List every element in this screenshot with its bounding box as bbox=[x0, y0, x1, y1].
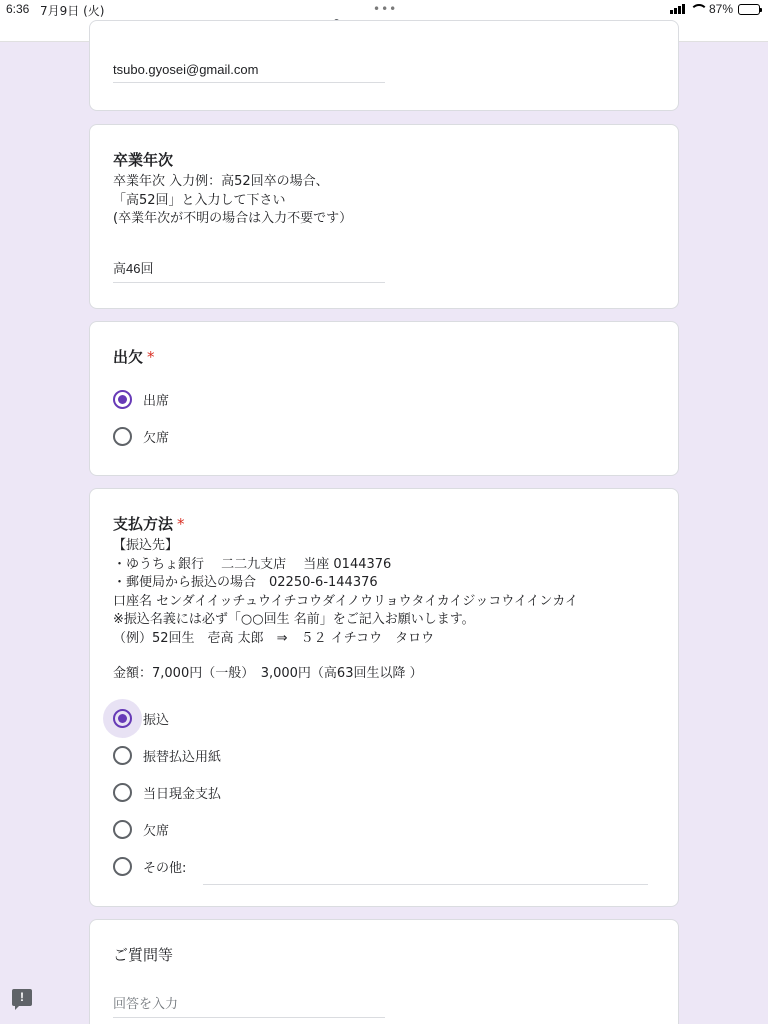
other-text-field[interactable] bbox=[203, 884, 648, 885]
amount-text: 金額：7,000円（一般） 3,000円（高63回生以降 ） bbox=[113, 666, 423, 681]
battery-icon bbox=[738, 4, 760, 15]
required-mark: * bbox=[147, 348, 155, 366]
radio-option-payment-slip[interactable] bbox=[113, 745, 221, 765]
graduation-year-card bbox=[89, 124, 679, 309]
option-label: 当日現金支払 bbox=[143, 786, 222, 802]
radio-option-absent[interactable] bbox=[113, 426, 169, 446]
question-title bbox=[113, 513, 185, 534]
questions-answer-field[interactable]: 回答を入力 bbox=[113, 993, 385, 1018]
radio-button[interactable] bbox=[113, 820, 132, 839]
question-description: 卒業年次 入力例：高52回卒の場合、 「高52回」と入力して下さい (卒業年次が不明の場合は入力不要です） bbox=[113, 174, 353, 226]
option-label: その他: bbox=[143, 860, 187, 876]
radio-option-transfer[interactable] bbox=[113, 708, 169, 728]
question-title bbox=[113, 346, 155, 367]
radio-option-cash[interactable] bbox=[113, 782, 221, 802]
signal-icon bbox=[670, 4, 685, 14]
option-label: 振込 bbox=[143, 712, 170, 728]
radio-button[interactable] bbox=[113, 746, 132, 765]
email-field[interactable]: tsubo.gyosei@gmail.com bbox=[113, 62, 385, 83]
option-label: 欠席 bbox=[143, 430, 170, 446]
attendance-card bbox=[89, 321, 679, 476]
radio-button[interactable] bbox=[113, 857, 132, 876]
radio-button-checked[interactable] bbox=[113, 709, 132, 728]
radio-option-present[interactable] bbox=[113, 389, 169, 409]
status-indicators bbox=[670, 2, 760, 16]
multitask-dots[interactable]: ••• bbox=[373, 2, 398, 16]
radio-button-checked[interactable] bbox=[113, 390, 132, 409]
required-mark: * bbox=[177, 515, 185, 533]
question-title: 卒業年次 bbox=[113, 151, 174, 169]
status-time: 6:36 bbox=[6, 2, 30, 16]
status-date: 7月9日 (火) bbox=[40, 4, 105, 18]
question-description: 【振込先】 ・ゆうちょ銀行 二二九支店 当座 0144376 ・郵便局から振込の場合 02250-6-144376 口座名 センダイイッチュウイチコウダイノウリョウタイカイジッコウイインカイ ※振込名義には必ず「○○回生 名前」をご記入お願いします。 （例）52回生 壱高 太郎 ⇒ ５２ イチコウ タロウ bbox=[113, 538, 578, 646]
radio-button[interactable] bbox=[113, 427, 132, 446]
option-label: 振替払込用紙 bbox=[143, 749, 222, 765]
email-card bbox=[89, 20, 679, 111]
radio-button[interactable] bbox=[113, 783, 132, 802]
graduation-year-field[interactable]: 高46回 bbox=[113, 258, 385, 283]
radio-option-absent[interactable] bbox=[113, 819, 169, 839]
payment-method-card bbox=[89, 488, 679, 907]
option-label: 出席 bbox=[143, 393, 170, 409]
wifi-icon bbox=[690, 4, 704, 14]
feedback-icon[interactable]: ! bbox=[12, 989, 32, 1006]
radio-option-other[interactable] bbox=[113, 856, 186, 876]
questions-card bbox=[89, 919, 679, 1024]
question-title-text: 支払方法 bbox=[113, 515, 174, 533]
option-label: 欠席 bbox=[143, 823, 170, 839]
question-title: ご質問等 bbox=[113, 946, 174, 964]
battery-percent: 87% bbox=[708, 2, 733, 16]
question-title-text: 出欠 bbox=[113, 348, 144, 366]
